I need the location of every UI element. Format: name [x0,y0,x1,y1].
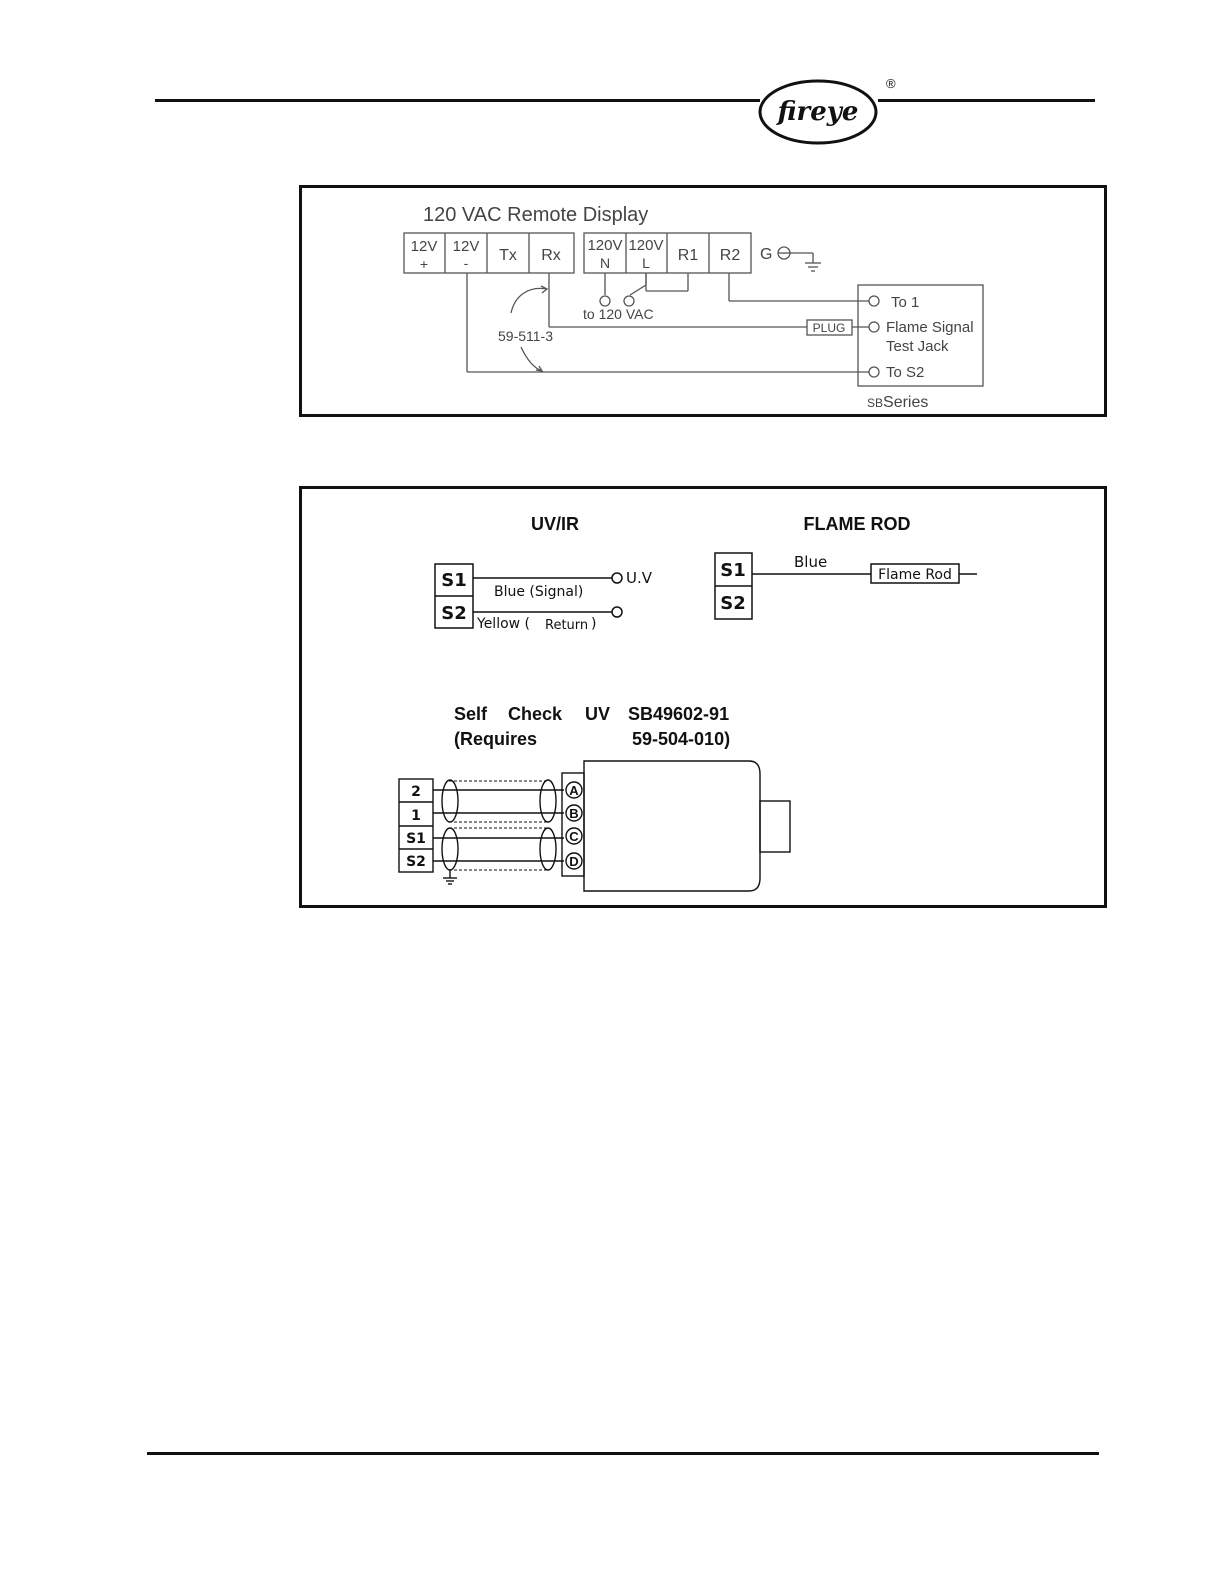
sb-terminal-to-1: To 1 [891,294,920,311]
self-check-part: 59-504-010) [632,729,731,749]
terminal-12v-minus-bottom: - [463,255,469,271]
terminal-12v-plus-bottom: + [419,256,429,272]
sb-terminal-to-s2: To S2 [886,364,925,381]
flame-rod-blue-label: Blue [794,553,828,571]
terminal-120v-l-top: 120V [628,237,664,254]
sb-terminal-test-jack: Test Jack [886,338,949,355]
self-check-word-uv: UV [585,704,611,724]
terminal-r2: R2 [719,247,741,264]
uvir-uv-label: U.V [626,569,653,587]
flame-rod-s1: S1 [720,560,746,581]
terminal-120v-n-bottom: N [599,255,611,271]
terminal-r1: R1 [677,247,699,264]
terminal-rx: Rx [541,247,561,264]
terminal-s1: S1 [406,831,426,847]
self-check-model: SB49602-91 [628,704,730,724]
sb-series-prefix: SB [867,396,884,410]
ground-label: G [760,246,773,263]
terminal-s2: S2 [406,854,426,870]
pin-b: B [569,806,579,821]
terminal-120v-l-bottom: L [642,255,650,271]
terminal-2: 2 [411,784,421,800]
cable-label: 59-511-3 [498,328,554,344]
uvir-yellow-label: Yellow ( [477,616,531,632]
uvir-s1: S1 [441,570,467,591]
flame-detector-wiring [299,486,1107,908]
uvir-return-label: Return [545,618,589,633]
footer-rule [147,1452,1099,1455]
terminal-120v-n-top: 120V [587,237,623,254]
terminal-1: 1 [411,808,421,824]
pin-a: A [569,783,579,798]
self-check-word-self: Self [454,704,488,724]
terminal-12v-minus-top: 12V [452,238,480,255]
supply-label: to 120 VAC [583,306,654,322]
remote-display-wiring [299,185,1107,417]
fireye-logo [750,73,900,153]
sb-series-label [867,394,928,411]
header-rule-left [155,99,760,102]
pin-d: D [569,854,579,869]
plug-label: PLUG [812,321,846,335]
self-check-requires: (Requires [454,729,538,749]
terminal-tx: Tx [499,247,517,264]
terminal-12v-plus-top: 12V [410,238,438,255]
flame-rod-title: FLAME ROD [803,514,911,534]
flame-rod-s2: S2 [720,593,746,614]
registered-mark: ® [886,76,896,91]
remote-display-title: 120 VAC Remote Display [423,204,649,226]
header-rule-right [878,99,1095,102]
sb-series-suffix: Series [883,394,929,411]
pin-c: C [569,829,579,844]
logo-text: fireye [777,97,859,127]
self-check-word-check: Check [508,704,563,724]
uvir-close-paren: ) [591,616,597,632]
uvir-s2: S2 [441,603,467,624]
uvir-blue-label: Blue (Signal) [494,584,584,600]
sb-terminal-flame-signal: Flame Signal [886,319,974,336]
flame-rod-label: Flame Rod [878,567,952,583]
uvir-title: UV/IR [530,514,580,534]
